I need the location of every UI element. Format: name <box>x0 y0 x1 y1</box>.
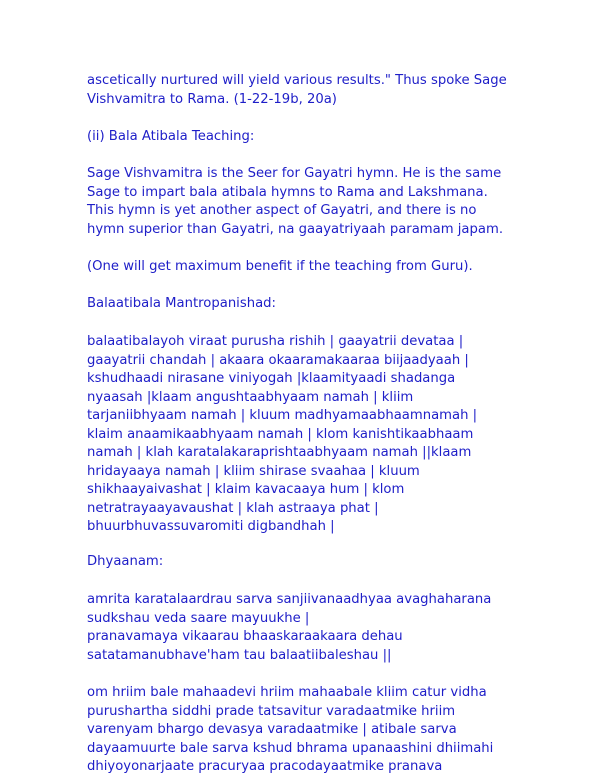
paragraph-seer <box>87 165 547 239</box>
text-line: varenyam bhargo devasya varadaatmike | atibale sarva <box>87 722 457 737</box>
text-line: om hriim bale mahaadevi hriim mahaabale kliim catur vidha <box>87 685 487 700</box>
paragraph-mantra <box>87 333 547 537</box>
text-line: (ii) Bala Atibala Teaching: <box>87 129 255 144</box>
text-line: klaim anaamikaabhyaam namah | klom kanishtikaabhaam <box>87 426 474 442</box>
text-line: Sage Vishvamitra is the Seer for Gayatri hymn. He is the same <box>87 166 502 181</box>
text-line: nyaasah |klaam angushtaabhyaam namah | kliim <box>87 389 414 405</box>
paragraph-dhyaanam-verse <box>87 591 547 665</box>
text-line: balaatibalayoh viraat purusha rishih | gaayatrii devataa | <box>87 334 464 349</box>
text-line: Sage to impart bala atibala hymns to Rama and Lakshmana. <box>87 184 488 200</box>
text-line: hridayaaya namah | kliim shirase svaahaa | kluum <box>87 463 420 479</box>
text-line: gaayatrii chandah | akaara okaaramakaaraa biijaadyaah | <box>87 352 469 368</box>
text-line: ascetically nurtured will yield various results." Thus spoke Sage <box>87 73 507 88</box>
text-line: Vishvamitra to Rama. (1-22-19b, 20a) <box>87 91 337 107</box>
paragraph-om-hriim <box>87 684 547 777</box>
text-line: Balaatibala Mantropanishad: <box>87 296 276 311</box>
text-line: pranavamaya vikaarau bhaaskaraakaara dehau <box>87 629 403 644</box>
text-line: namah | klah karatalakaraprishtaabhyaam namah ||klaam <box>87 445 472 460</box>
text-line: shikhaayaivashat | klaim kavacaaya hum | klom <box>87 482 405 497</box>
paragraph-intro <box>87 72 547 109</box>
text-line: satatamanubhave'ham tau balaatiibaleshau || <box>87 647 392 663</box>
text-line: dayaamuurte bale sarva kshud bhrama upanaashini dhiimahi <box>87 740 494 756</box>
section-heading-bala-atibala <box>87 128 547 147</box>
paragraph-guru-note <box>87 258 547 277</box>
text-line: Dhyaanam: <box>87 554 164 569</box>
text-line: purushartha siddhi prade tatsavitur varadaatmike hriim <box>87 703 456 719</box>
text-line: bhuurbhuvassuvaromiti digbandhah | <box>87 519 335 534</box>
text-line: dhiyoyonarjaate pracuryaa pracodayaatmike pranava <box>87 759 443 774</box>
text-line: tarjaniibhyaam namah | kluum madhyamaabhaamnamah | <box>87 408 478 423</box>
text-line: amrita karatalaardrau sarva sanjiivanaadhyaa avaghaharana <box>87 592 492 607</box>
heading-mantropanishad <box>87 295 547 314</box>
text-line: (One will get maximum benefit if the teaching from Guru). <box>87 259 473 274</box>
heading-dhyaanam <box>87 553 547 572</box>
text-line: hymn superior than Gayatri, na gaayatriyaah paramam japam. <box>87 221 504 237</box>
text-line: kshudhaadi nirasane viniyogah |klaamityaadi shadanga <box>87 371 456 386</box>
text-line: netratrayaayavaushat | klah astraaya phat | <box>87 500 379 516</box>
text-line: sudkshau veda saare mayuukhe | <box>87 610 310 626</box>
text-line: This hymn is yet another aspect of Gayatri, and there is no <box>87 203 477 218</box>
